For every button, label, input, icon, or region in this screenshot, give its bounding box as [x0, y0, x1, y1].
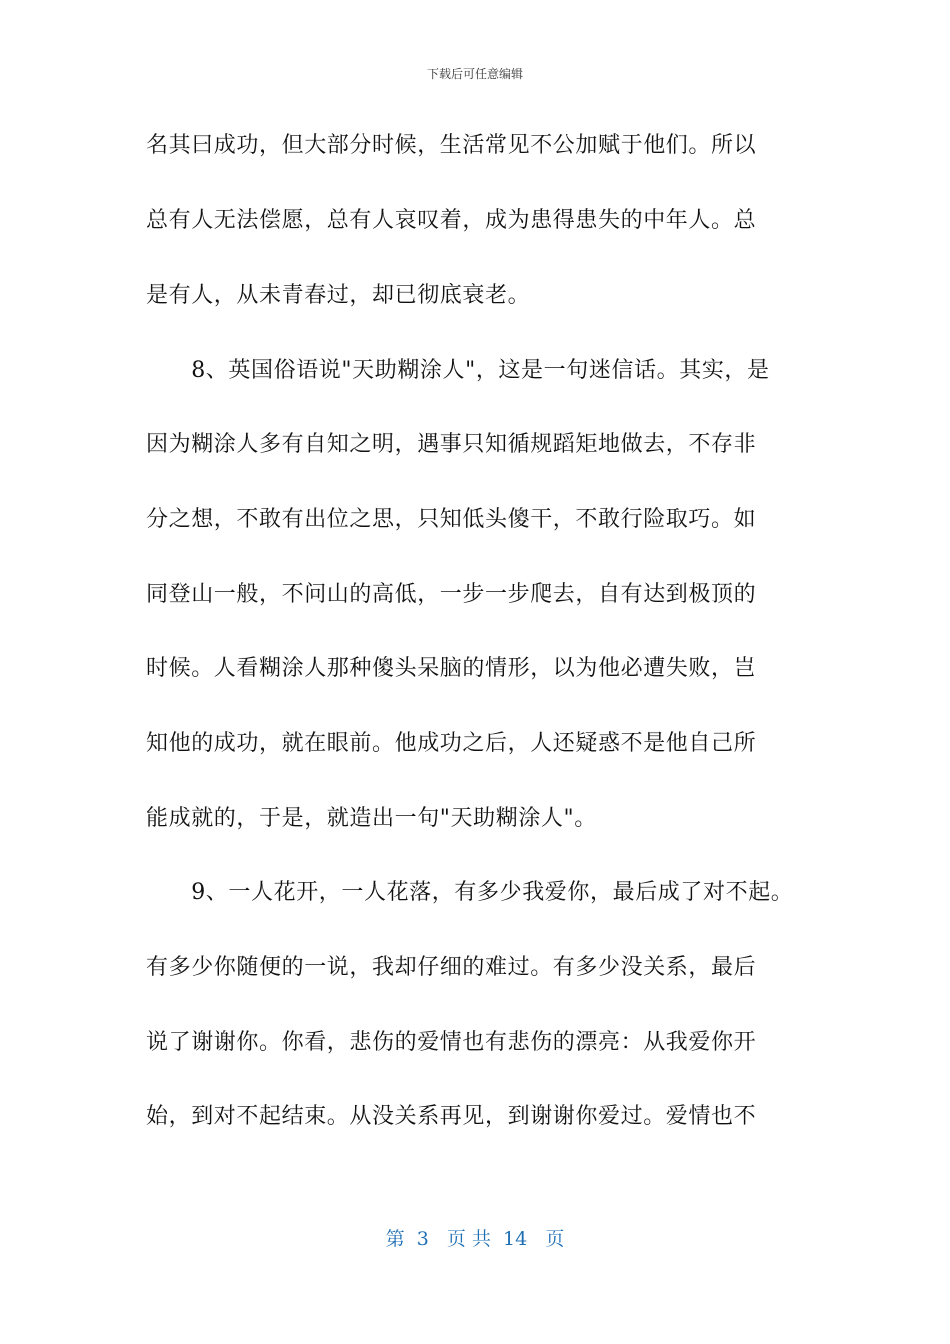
- text-line: 能成就的，于是，就造出一句"天助糊涂人"。: [146, 806, 597, 831]
- text-line: 有多少你随便的一说，我却仔细的难过。有多少没关系，最后: [146, 955, 757, 980]
- page-number-footer: 第 3 页 共 14 页: [385, 1228, 565, 1250]
- text-line: 8、英国俗语说"天助糊涂人"，这是一句迷信话。其实，是: [146, 358, 770, 383]
- text-line: 知他的成功，就在眼前。他成功之后，人还疑惑不是他自己所: [146, 731, 757, 756]
- text-line: 9、一人花开，一人花落，有多少我爱你，最后成了对不起。: [146, 880, 794, 905]
- page-header: 下载后可任意编辑: [426, 67, 523, 81]
- text-line: 是有人，从未青春过，却已彻底衰老。: [146, 283, 531, 308]
- text-line: 同登山一般，不问山的高低，一步一步爬去，自有达到极顶的: [146, 582, 757, 607]
- text-line: 总有人无法偿愿，总有人哀叹着，成为患得患失的中年人。总: [146, 208, 757, 233]
- text-line: 因为糊涂人多有自知之明，遇事只知循规蹈矩地做去，不存非: [146, 432, 757, 457]
- text-line: 始，到对不起结束。从没关系再见，到谢谢你爱过。爱情也不: [146, 1104, 757, 1129]
- text-line: 时候。人看糊涂人那种傻头呆脑的情形，以为他必遭失败，岂: [146, 656, 757, 681]
- text-line: 说了谢谢你。你看，悲伤的爱情也有悲伤的漂亮：从我爱你开: [146, 1030, 757, 1055]
- text-line: 名其曰成功，但大部分时候，生活常见不公加赋于他们。所以: [146, 133, 757, 158]
- text-line: 分之想，不敢有出位之思，只知低头傻干，不敢行险取巧。如: [146, 507, 757, 532]
